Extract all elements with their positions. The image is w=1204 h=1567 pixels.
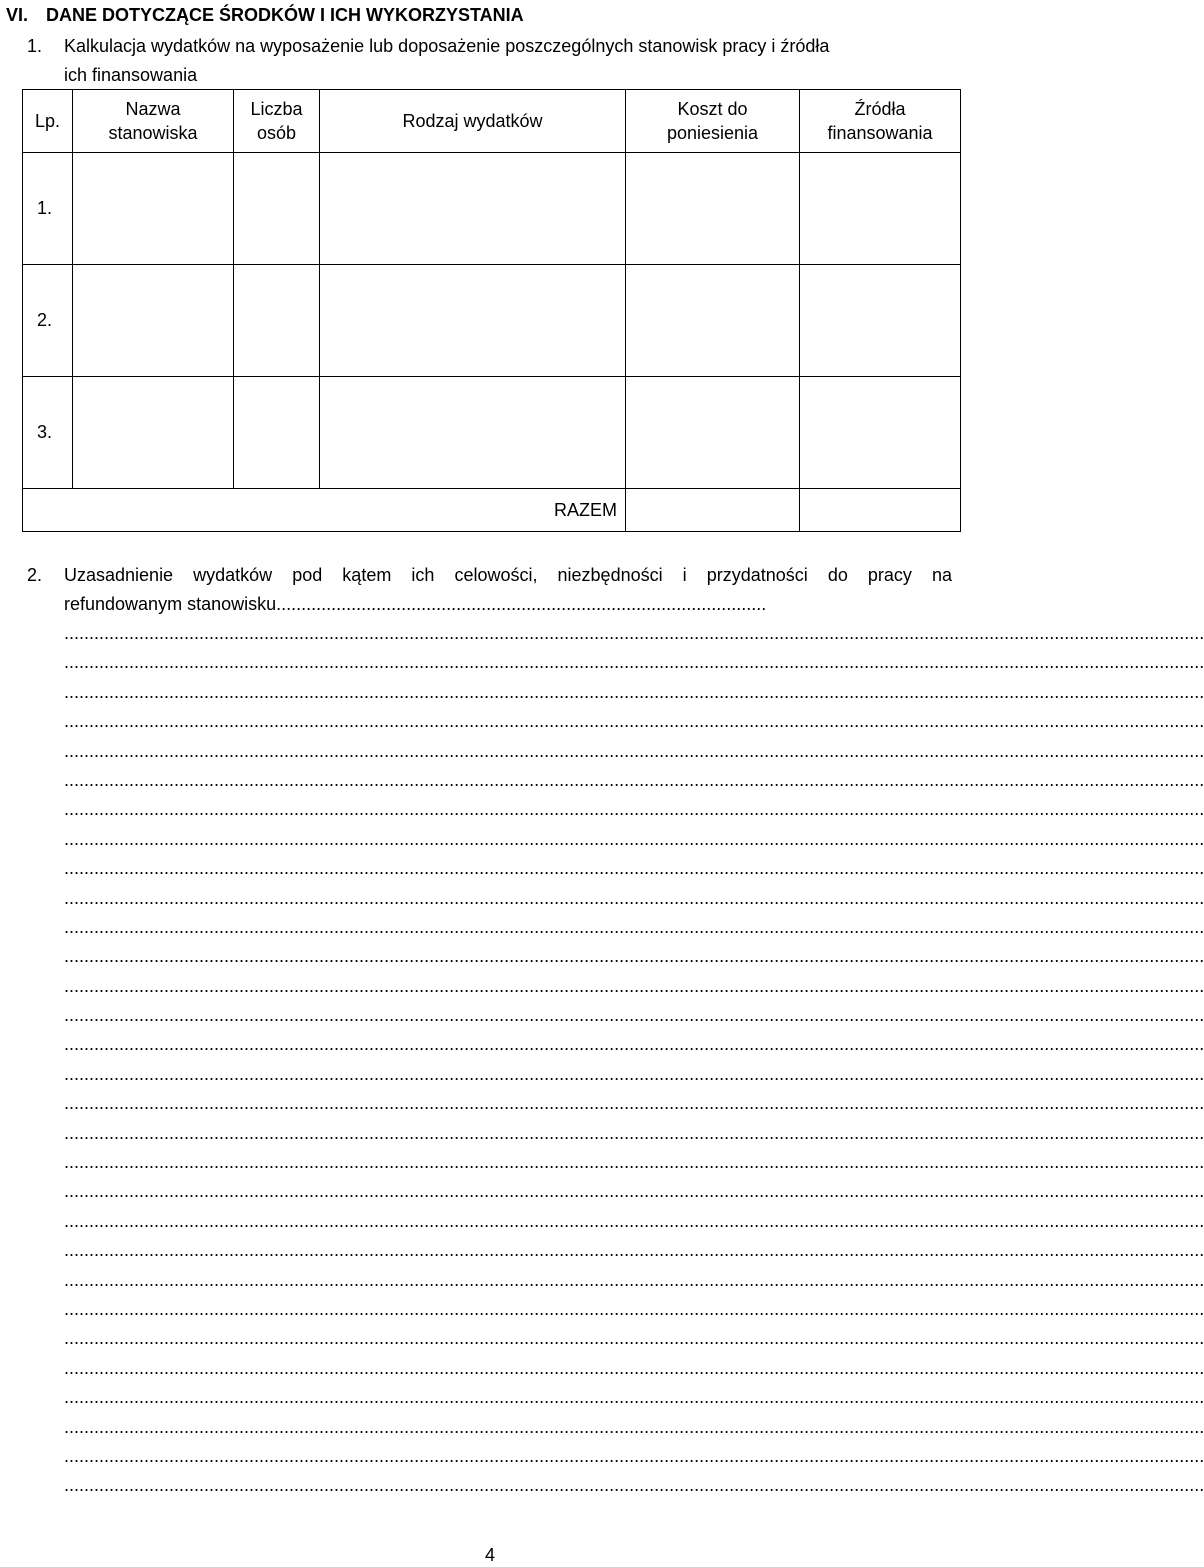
header-position-name: Nazwa stanowiska: [73, 90, 234, 153]
header-expense-type: Rodzaj wydatków: [320, 90, 626, 153]
total-label: RAZEM: [23, 489, 626, 532]
dotted-fill-line[interactable]: ....................................................................................................................................................................................................................................: [64, 711, 1204, 732]
cell-total-funding-source[interactable]: [800, 489, 961, 532]
dotted-fill-line[interactable]: ....................................................................................................................................................................................................................................: [64, 1093, 1204, 1114]
dotted-fill-line[interactable]: ....................................................................................................................................................................................................................................: [64, 1181, 1204, 1202]
dotted-fill-line[interactable]: ....................................................................................................................................................................................................................................: [64, 799, 1204, 820]
cell-position-name[interactable]: [73, 153, 234, 265]
dotted-fill-line[interactable]: ....................................................................................................................................................................................................................................: [64, 858, 1204, 879]
cell-person-count[interactable]: [234, 153, 320, 265]
dotted-fill-line[interactable]: ....................................................................................................................................................................................................................................: [64, 1005, 1204, 1026]
section-number: VI.: [6, 5, 29, 25]
dotted-fill-line[interactable]: ....................................................................................................................................................................................................................................: [64, 887, 1204, 908]
dotted-fill-line[interactable]: ....................................................................................................................................................................................................................................: [64, 1152, 1204, 1173]
dotted-fill-line[interactable]: ....................................................................................................................................................................................................................................: [64, 1240, 1204, 1261]
item-1-number: 1.: [27, 36, 43, 56]
row-lp: 3.: [23, 377, 73, 489]
cell-expense-type[interactable]: [320, 153, 626, 265]
cell-expense-type[interactable]: [320, 377, 626, 489]
page-number: 4: [484, 1545, 495, 1565]
item-1-heading-line-2: ich finansowania: [64, 65, 198, 85]
dotted-fill-line[interactable]: ....................................................................................................................................................................................................................................: [64, 1328, 1204, 1349]
dotted-fill-line[interactable]: ....................................................................................................................................................................................................................................: [64, 1475, 1204, 1496]
dotted-fill-line[interactable]: ....................................................................................................................................................................................................................................: [64, 1122, 1204, 1143]
table-row: [23, 265, 961, 377]
dotted-fill-line[interactable]: ....................................................................................................................................................................................................................................: [64, 1034, 1204, 1055]
dotted-fill-line[interactable]: ....................................................................................................................................................................................................................................: [64, 623, 1204, 643]
header-person-count: Liczba osób: [234, 90, 320, 153]
dotted-fill-line[interactable]: ....................................................................................................................................................................................................................................: [64, 916, 1204, 937]
cell-total-cost[interactable]: [626, 489, 800, 532]
item-1-heading-line-1: Kalkulacja wydatków na wyposażenie lub doposażenie poszczególnych stanowisk pracy i źródła: [64, 36, 830, 56]
dotted-fill-line[interactable]: ....................................................................................................................................................................................................................................: [64, 652, 1204, 673]
cell-funding-source[interactable]: [800, 153, 961, 265]
cell-cost[interactable]: [626, 377, 800, 489]
dotted-fill-line[interactable]: ....................................................................................................................................................................................................................................: [64, 681, 1204, 702]
header-cost: Koszt do poniesienia: [626, 90, 800, 153]
section-heading: DANE DOTYCZĄCE ŚRODKÓW I ICH WYKORZYSTANIA: [46, 5, 524, 25]
cell-position-name[interactable]: [73, 377, 234, 489]
row-lp: 2.: [23, 265, 73, 377]
table-header-row: [23, 90, 961, 153]
cell-funding-source[interactable]: [800, 265, 961, 377]
row-lp: 1.: [23, 153, 73, 265]
dotted-fill-line[interactable]: ....................................................................................................................................................................................................................................: [64, 1063, 1204, 1084]
cell-position-name[interactable]: [73, 265, 234, 377]
dotted-fill-line[interactable]: ....................................................................................................................................................................................................................................: [64, 740, 1204, 761]
item-1-heading: [64, 32, 954, 90]
cell-funding-source[interactable]: [800, 377, 961, 489]
cell-cost[interactable]: [626, 153, 800, 265]
dotted-fill-line[interactable]: ....................................................................................................................................................................................................................................: [64, 1416, 1204, 1437]
item-2-heading: [64, 561, 952, 619]
header-funding-source: Źródła finansowania: [800, 90, 961, 153]
item-2-heading-line-2: refundowanym stanowisku..................................................................................................: [64, 594, 767, 614]
dotted-fill-line[interactable]: ....................................................................................................................................................................................................................................: [64, 1269, 1204, 1290]
dotted-fill-line[interactable]: ....................................................................................................................................................................................................................................: [64, 828, 1204, 849]
table-row: [23, 153, 961, 265]
expenses-table: [22, 89, 961, 532]
justification-fill-lines[interactable]: [64, 619, 1204, 1501]
dotted-fill-line[interactable]: ....................................................................................................................................................................................................................................: [64, 1298, 1204, 1319]
cell-expense-type[interactable]: [320, 265, 626, 377]
dotted-fill-line[interactable]: ....................................................................................................................................................................................................................................: [64, 946, 1204, 967]
dotted-fill-line[interactable]: ....................................................................................................................................................................................................................................: [64, 1445, 1204, 1466]
dotted-fill-line[interactable]: ....................................................................................................................................................................................................................................: [64, 975, 1204, 996]
table-total-row: [23, 489, 961, 532]
dotted-fill-line[interactable]: ....................................................................................................................................................................................................................................: [64, 1357, 1204, 1378]
table-row: [23, 377, 961, 489]
dotted-fill-line[interactable]: ....................................................................................................................................................................................................................................: [64, 769, 1204, 790]
section-title: [6, 4, 524, 26]
dotted-fill-line[interactable]: ....................................................................................................................................................................................................................................: [64, 1387, 1204, 1408]
header-lp: Lp.: [23, 90, 73, 153]
item-2-heading-line-1: Uzasadnienie wydatków pod kątem ich celowości, niezbędności i przydatności do pracy na: [64, 565, 952, 585]
cell-person-count[interactable]: [234, 377, 320, 489]
item-2-number: 2.: [27, 565, 43, 585]
dotted-fill-line[interactable]: ....................................................................................................................................................................................................................................: [64, 1210, 1204, 1231]
cell-person-count[interactable]: [234, 265, 320, 377]
cell-cost[interactable]: [626, 265, 800, 377]
